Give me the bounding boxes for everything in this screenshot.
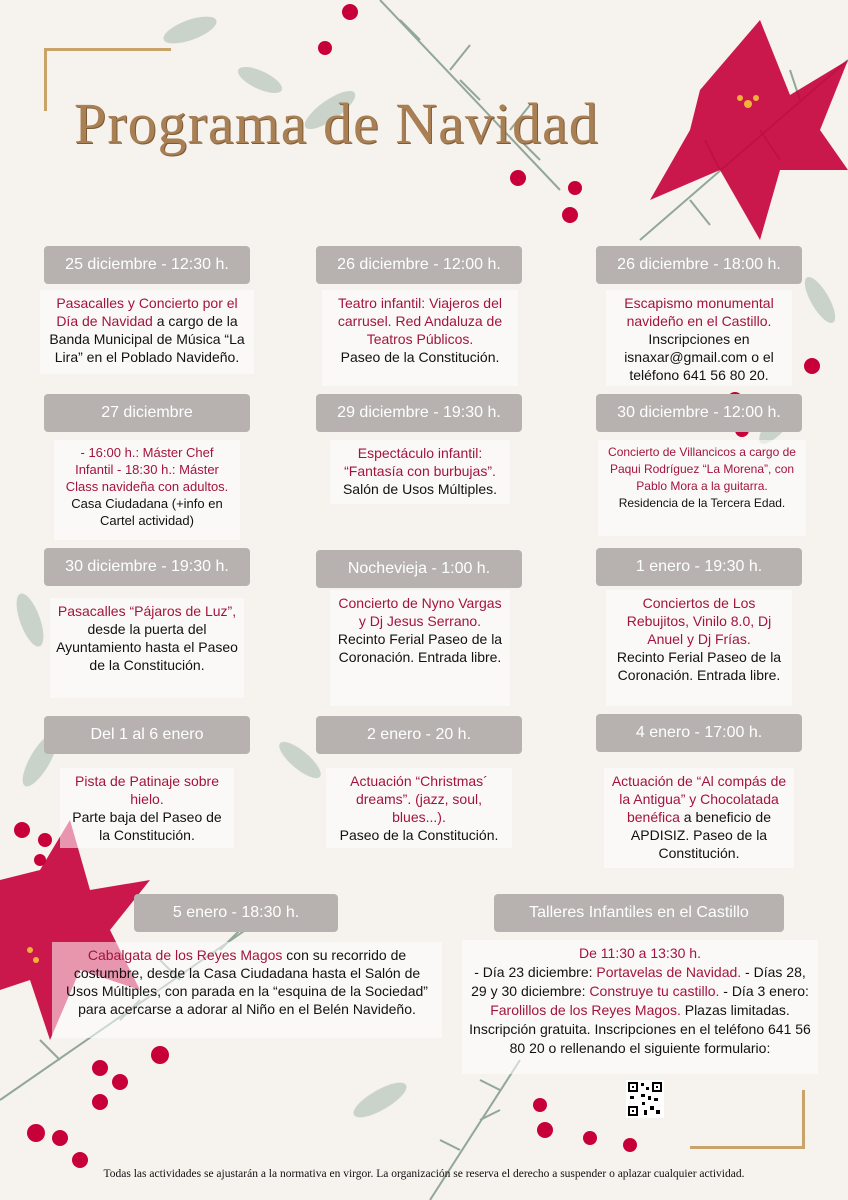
gold-frame-corner-bottom-right <box>690 1090 805 1149</box>
event-description: Conciertos de Los Rebujitos, Vinilo 8.0, Dj Anuel y Dj Frías. Recinto Ferial Paseo de la Coronación. Entrada libre. <box>606 590 792 706</box>
event-date-header: 29 diciembre - 19:30 h. <box>316 394 522 432</box>
event-description: Concierto de Nyno Vargas y Dj Jesus Serrano. Recinto Ferial Paseo de la Coronación. Entrada libre. <box>330 590 510 706</box>
event-date-header: 27 diciembre <box>44 394 250 432</box>
event-date-header: 30 diciembre - 19:30 h. <box>44 548 250 586</box>
event-description: Teatro infantil: Viajeros del carrusel. Red Andaluza de Teatros Públicos. Paseo de la Constitución. <box>322 290 518 386</box>
event-description: - 16:00 h.: Máster Chef Infantil - 18:30 h.: Máster Class navideña con adultos. Casa Ciudadana (+info en Cartel actividad) <box>54 440 240 540</box>
event-date-header: 25 diciembre - 12:30 h. <box>44 246 250 284</box>
event-description: Cabalgata de los Reyes Magos con su recorrido de costumbre, desde la Casa Ciudadana hasta el Salón de Usos Múltiples, con parada en la “esquina de la Sociedad” para acercarse a adorar al Niño en el Belén Navideño. <box>52 942 442 1038</box>
footer-disclaimer: Todas las actividades se ajustarán a la normativa en virgor. La organización se reserva el derecho a suspender o aplazar cualquier actividad. <box>103 1168 745 1180</box>
event-date-header: 1 enero - 19:30 h. <box>596 548 802 586</box>
event-description: Pista de Patinaje sobre hielo. Parte baja del Paseo de la Constitución. <box>60 768 234 848</box>
event-description: Concierto de Villancicos a cargo de Paqui Rodríguez “La Morena”, con Pablo Mora a la guitarra. Residencia de la Tercera Edad. <box>598 440 806 536</box>
event-date-header: 5 enero - 18:30 h. <box>134 894 338 932</box>
event-description: Actuación “Christmas´ dreams”. (jazz, soul, blues...). Paseo de la Constitución. <box>326 768 512 848</box>
event-date-header: Talleres Infantiles en el Castillo <box>494 894 784 932</box>
event-date-header: 4 enero - 17:00 h. <box>596 714 802 752</box>
qr-code[interactable] <box>626 1080 664 1118</box>
event-date-header: 2 enero - 20 h. <box>316 716 522 754</box>
event-date-header: 30 diciembre - 12:00 h. <box>596 394 802 432</box>
event-date-header: 26 diciembre - 18:00 h. <box>596 246 802 284</box>
event-description: Pasacalles y Concierto por el Día de Navidad a cargo de la Banda Municipal de Música “La Lira” en el Poblado Navideño. <box>40 290 254 374</box>
event-description: Escapismo monumental navideño en el Castillo. Inscripciones en isnaxar@gmail.com o el teléfono 641 56 80 20. <box>606 290 792 386</box>
event-date-header: 26 diciembre - 12:00 h. <box>316 246 522 284</box>
event-description: Espectáculo infantil: “Fantasía con burbujas”. Salón de Usos Múltiples. <box>330 440 510 504</box>
page-title: Programa de Navidad <box>74 91 599 156</box>
workshop-description: De 11:30 a 13:30 h. - Día 23 diciembre: Portavelas de Navidad. - Días 28, 29 y 30 diciembre: Construye tu castillo. - Día 3 enero: Farolillos de los Reyes Magos. Plazas limitadas. Inscripción gratuita. Inscripciones en el teléfono 641 56 80 20 o rellenando el siguiente formulario: <box>462 940 818 1074</box>
event-description: Pasacalles “Pájaros de Luz”, desde la puerta del Ayuntamiento hasta el Paseo de la Constitución. <box>50 598 244 698</box>
event-date-header: Del 1 al 6 enero <box>44 716 250 754</box>
event-description: Actuación de “Al compás de la Antigua” y Chocolatada benéfica a beneficio de APDISIZ. Paseo de la Constitución. <box>604 768 794 868</box>
event-date-header: Nochevieja - 1:00 h. <box>316 550 522 588</box>
